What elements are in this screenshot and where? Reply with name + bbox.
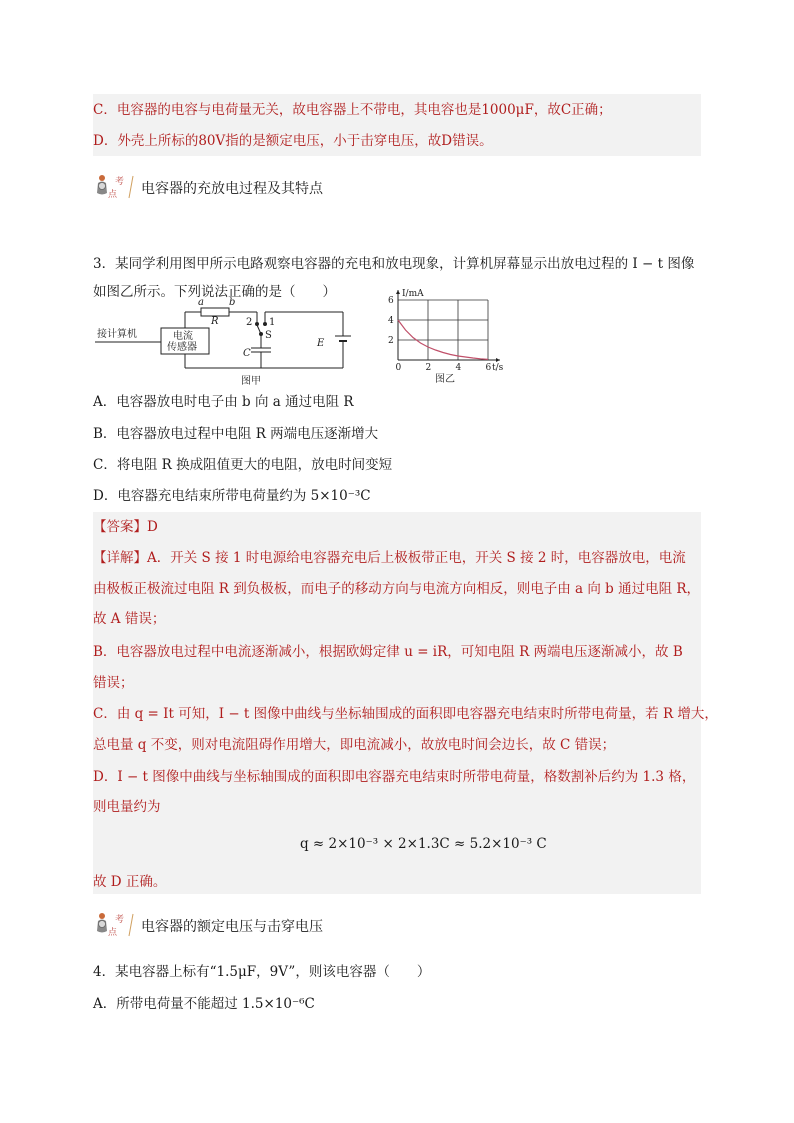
q3-detail-2: 由极板正极流过电阻 R 到负极板，而电子的移动方向与电流方向相反，则电子由 a 向 b 通过电阻 R， [93,581,701,597]
svg-text:考: 考 [115,177,125,187]
topic-title: 电容器的额定电压与击穿电压 [141,919,323,935]
q3-answer: 【答案】D [93,519,158,535]
q3-detail-5: 错误； [93,675,134,691]
x-tick-label: 0 [395,363,402,373]
svg-text:2: 2 [246,317,253,328]
x-axis-arrow [496,358,500,362]
q3-stem-line1: 3．某同学利用图甲所示电路观察电容器的充电和放电现象，计算机屏幕显示出放电过程的 I − t 图像 [93,256,695,272]
x-tick-label: 6 [485,363,492,373]
prev-answer-d: D．外壳上所标的80V指的是额定电压，小于击穿电压，故D错误。 [93,133,493,149]
chart-grid [398,300,488,360]
chart-ticks [388,296,492,373]
svg-text:1: 1 [269,317,276,328]
q3-option-d: D．电容器充电结束所带电荷量约为 5×10⁻³C [93,488,371,504]
topic-badge-icon [93,910,137,940]
y-axis-arrow [396,290,400,294]
sensor-label-2: 传感器 [167,342,197,353]
topic-badge-icon [93,172,137,202]
q3-option-a: A．电容器放电时电子由 b 向 a 通过电阻 R [93,394,354,410]
q3-option-c: C．将电阻 R 换成阻值更大的电阻，放电时间变短 [93,457,393,473]
q4-option-a: A．所带电荷量不能超过 1.5×10⁻⁶C [93,996,315,1012]
svg-text:S: S [265,330,272,341]
q3-stem-line2: 如图乙所示。下列说法正确的是（ ） [93,284,336,300]
q3-detail-4: B．电容器放电过程中电流逐渐减小，根据欧姆定律 u = iR，可知电阻 R 两端电压逐渐减小，故 B [93,644,683,660]
svg-text:R: R [211,316,219,327]
y-tick-label: 2 [388,336,394,346]
x-tick-label: 4 [455,363,462,373]
y-tick-label: 6 [388,296,394,306]
x-tick-label: 2 [425,363,432,373]
chart-x-label: t/s [492,363,504,373]
chart-y-label: I/mA [402,289,424,299]
q3-option-b: B．电容器放电过程中电阻 R 两端电压逐渐增大 [93,426,379,442]
chart-axes [396,290,500,362]
svg-text:点: 点 [108,190,118,200]
sensor-label-1: 电流 [173,331,193,342]
topic-title: 电容器的充放电过程及其特点 [141,181,323,197]
svg-text:E: E [317,338,325,349]
q3-formula: q ≈ 2×10⁻³ × 2×1.3C ≈ 5.2×10⁻³ C [300,836,547,852]
prev-answer-c: C．电容器的电容与电荷量无关，故电容器上不带电，其电容也是1000μF，故C正确； [93,102,612,118]
q3-detail-8: D．I − t 图像中曲线与坐标轴围成的面积即电容器充电结束时所带电荷量，格数割补后约为 1.3 格， [93,769,696,785]
svg-text:b: b [229,297,236,308]
it-chart [380,286,510,388]
q3-detail-7: 总电量 q 不变，则对电流阻碍作用增大，即电流减小，故放电时间会边长，故 C 错误； [93,737,616,753]
svg-text:点: 点 [108,928,118,938]
q3-detail-6: C．由 q = It 可知，I − t 图像中曲线与坐标轴围成的面积即电容器充电结束时所带电荷量，若 R 增大， [93,706,718,722]
q4-stem: 4．某电容器上标有“1.5μF，9V”，则该电容器（ ） [93,964,431,980]
computer-label: 接计算机 [97,329,137,340]
q3-detail-9: 则电量约为 [93,799,161,815]
svg-text:a: a [198,297,204,308]
svg-text:C: C [243,348,251,359]
chart-caption: 图乙 [435,374,455,385]
svg-text:考: 考 [115,915,125,925]
y-tick-label: 4 [388,316,394,326]
circuit-diagram [93,296,363,388]
q3-detail-1: 【详解】A．开关 S 接 1 时电源给电容器充电后上极板带正电，开关 S 接 2 时，电容器放电，电流 [93,550,686,566]
q3-conclusion: 故 D 正确。 [93,874,167,890]
figure-a-caption: 图甲 [241,376,261,387]
q3-detail-3: 故 A 错误； [93,611,166,627]
